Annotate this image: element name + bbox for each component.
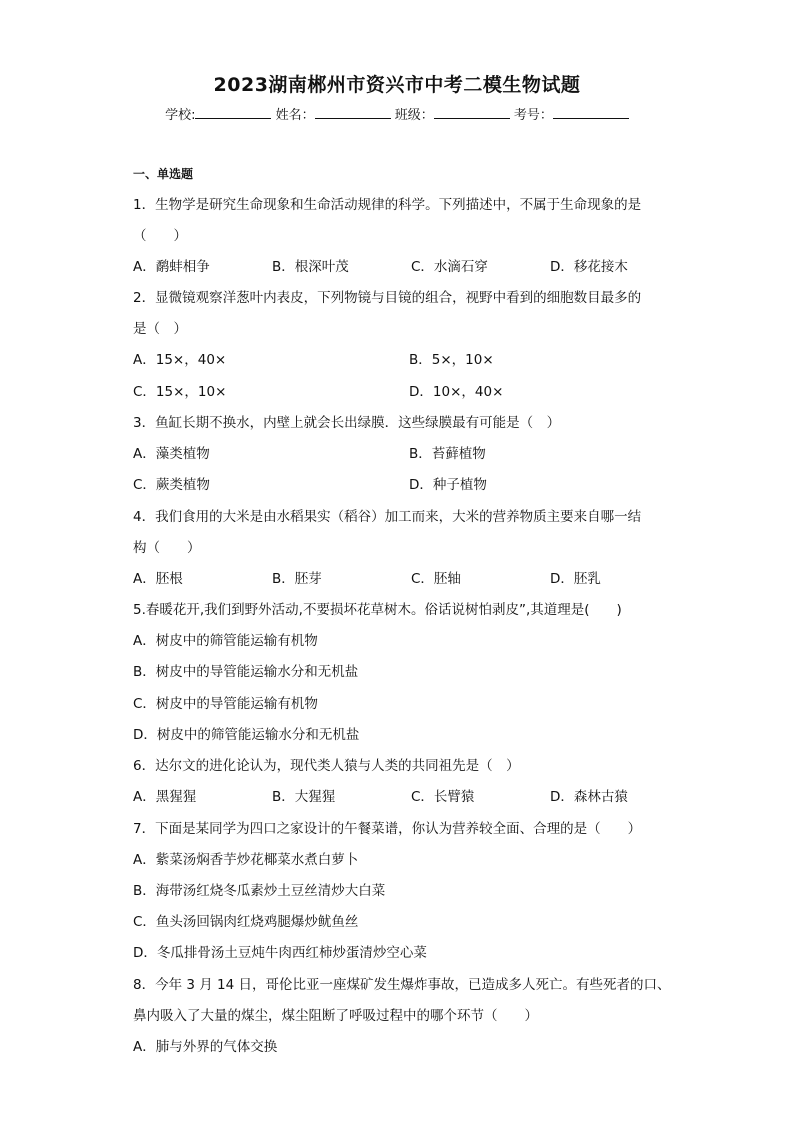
question-1-options: [133, 255, 693, 275]
question-2-options-row1: [133, 348, 693, 368]
question-8-option-a: A．肺与外界的气体交换: [133, 1039, 278, 1055]
question-8-stem-cont: 鼻内吸入了大量的煤尘，煤尘阻断了呼吸过程中的哪个环节（ ）: [133, 1008, 538, 1024]
question-3-option-a: A．藻类植物: [133, 446, 210, 462]
question-4-option-d: D．胚乳: [550, 571, 601, 587]
question-3-option-b: B．苔藓植物: [409, 446, 486, 462]
class-label: 班级：: [394, 108, 434, 123]
question-7-option-d: D．冬瓜排骨汤土豆炖牛肉西红柿炒蛋清炒空心菜: [133, 945, 427, 961]
question-4-option-a: A．胚根: [133, 571, 183, 587]
question-1-option-a: A．鹬蚌相争: [133, 259, 210, 275]
question-2-stem: 2．显微镜观察洋葱叶内表皮，下列物镜与目镜的组合，视野中看到的细胞数目最多的: [133, 290, 642, 306]
question-3-option-c: C．蕨类植物: [133, 477, 210, 493]
question-6-option-d: D．森林古猿: [550, 789, 628, 805]
question-7-stem: 7．下面是某同学为四口之家设计的午餐菜谱，你认为营养较全面、合理的是（ ）: [133, 821, 642, 837]
question-7-option-c: C．鱼头汤回锅肉红烧鸡腿爆炒鱿鱼丝: [133, 914, 359, 930]
class-blank: [434, 106, 510, 119]
question-1-stem: 1．生物学是研究生命现象和生命活动规律的科学。下列描述中，不属于生命现象的是: [133, 197, 642, 213]
question-7-option-b: B．海带汤红烧冬瓜素炒土豆丝清炒大白菜: [133, 883, 386, 899]
name-blank: [315, 106, 391, 119]
student-info-line: [0, 104, 794, 123]
question-8-stem: 8．今年 3 月 14 日，哥伦比亚一座煤矿发生爆炸事故，已造成多人死亡。有些死者的口、: [133, 977, 671, 993]
question-4-stem: 4．我们食用的大米是由水稻果实（稻谷）加工而来，大米的营养物质主要来自哪一结: [133, 509, 642, 525]
question-6-options: [133, 785, 693, 805]
school-blank: [195, 106, 271, 119]
question-4-option-c: C．胚轴: [411, 571, 461, 587]
question-5-option-a: A．树皮中的筛管能运输有机物: [133, 633, 318, 649]
question-2-option-a: A．15×，40×: [133, 352, 227, 368]
school-label: 学校:: [165, 108, 196, 123]
question-2-option-b: B．5×，10×: [409, 352, 494, 368]
question-1-stem-cont: （ ）: [133, 228, 187, 244]
question-4-option-b: B．胚芽: [272, 571, 322, 587]
question-1-option-c: C．水滴石穿: [411, 259, 488, 275]
question-2-option-c: C．15×，10×: [133, 384, 227, 400]
question-2-options-row2: [133, 380, 693, 400]
question-5-option-d: D．树皮中的筛管能运输水分和无机盐: [133, 727, 360, 743]
question-1-option-d: D．移花接木: [550, 259, 628, 275]
question-5-option-c: C．树皮中的导管能运输有机物: [133, 696, 318, 712]
section-heading: 一、单选题: [133, 167, 194, 181]
question-2-stem-cont: 是（ ）: [133, 321, 187, 337]
question-3-options-row2: [133, 473, 693, 493]
question-6-stem: 6．达尔文的进化论认为，现代类人猿与人类的共同祖先是（ ）: [133, 758, 520, 774]
question-5-stem: 5.春暖花开,我们到野外活动,不要损坏花草树木。俗话说树怕剥皮”,其道理是( ): [133, 602, 622, 618]
name-label: 姓名：: [275, 108, 315, 123]
question-4-stem-cont: 构（ ）: [133, 540, 201, 556]
question-2-option-d: D．10×，40×: [409, 384, 504, 400]
question-3-options-row1: [133, 442, 693, 462]
question-5-option-b: B．树皮中的导管能运输水分和无机盐: [133, 664, 359, 680]
question-6-option-c: C．长臂猿: [411, 789, 475, 805]
question-3-option-d: D．种子植物: [409, 477, 487, 493]
question-7-option-a: A．紫菜汤焖香芋炒花椰菜水煮白萝卜: [133, 852, 359, 868]
exam-number-blank: [553, 106, 629, 119]
question-4-options: [133, 567, 693, 587]
exam-title: 2023湖南郴州市资兴市中考二模生物试题: [213, 74, 581, 96]
question-3-stem: 3．鱼缸长期不换水，内壁上就会长出绿膜．这些绿膜最有可能是（ ）: [133, 415, 561, 431]
question-6-option-b: B．大猩猩: [272, 789, 336, 805]
exam-number-label: 考号：: [513, 108, 553, 123]
question-1-option-b: B．根深叶茂: [272, 259, 349, 275]
question-6-option-a: A．黑猩猩: [133, 789, 197, 805]
